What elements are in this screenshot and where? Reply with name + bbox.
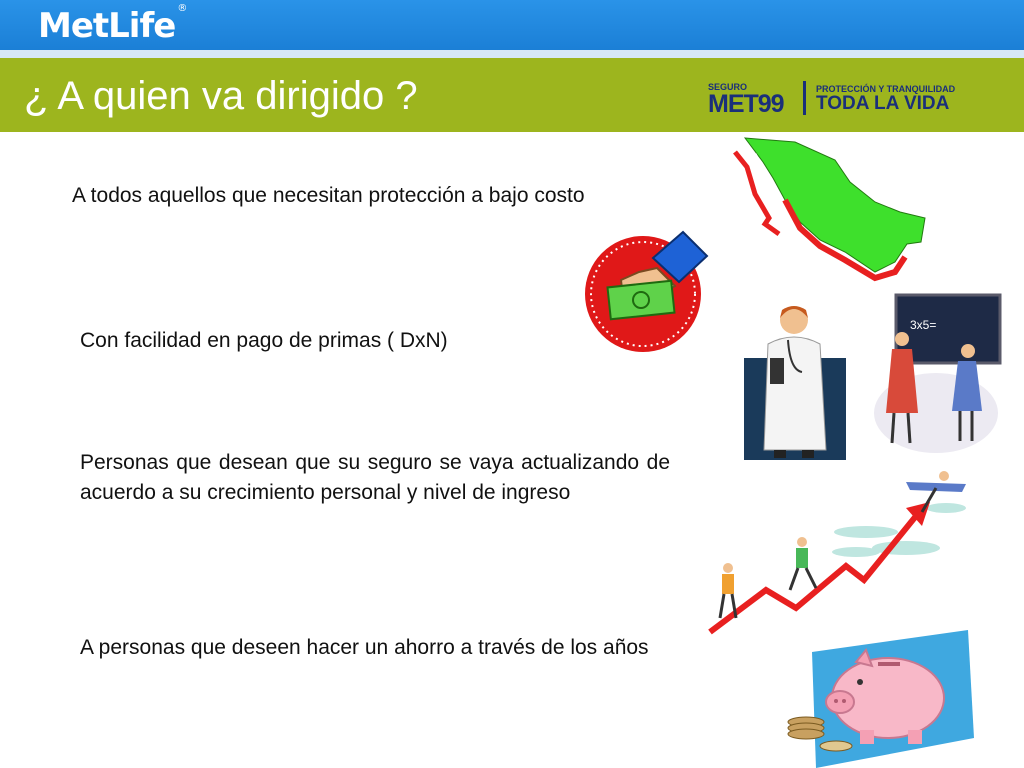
doctor-icon [744,300,846,460]
metlife-logo: MetLife ® [38,2,187,46]
brand-separator [803,81,806,115]
brand-product-name: MET99 [708,90,784,118]
growth-arrow-icon [706,462,986,642]
bullet-low-cost: A todos aquellos que necesitan protección a bajo costo [72,184,585,207]
bullet-savings: A personas que deseen hacer un ahorro a través de los años [80,636,649,659]
header-divider [0,50,1024,58]
teachers-blackboard-icon [872,293,1002,455]
slide-title: ¿ A quien va dirigido ? [24,74,418,118]
money-hand-icon [583,228,711,356]
top-header-bar [0,0,1024,50]
brand-small-label: SEGURO [708,82,748,92]
bullet-payment: Con facilidad en pago de primas ( DxN) [80,329,448,352]
blackboard-text: 3x5= [910,318,937,332]
registered-mark: ® [177,2,187,14]
brand-tagline-bottom: TODA LA VIDA [816,93,950,114]
bullet-growth: Personas que desean que su seguro se vaya actualizando de acuerdo a su crecimiento personal y nivel de ingreso [80,451,670,504]
brand-tagline-top: PROTECCIÓN Y TRANQUILIDAD [816,84,956,94]
piggy-bank-icon [782,628,980,768]
mexico-map-icon [725,132,940,287]
product-brand [700,80,1000,120]
